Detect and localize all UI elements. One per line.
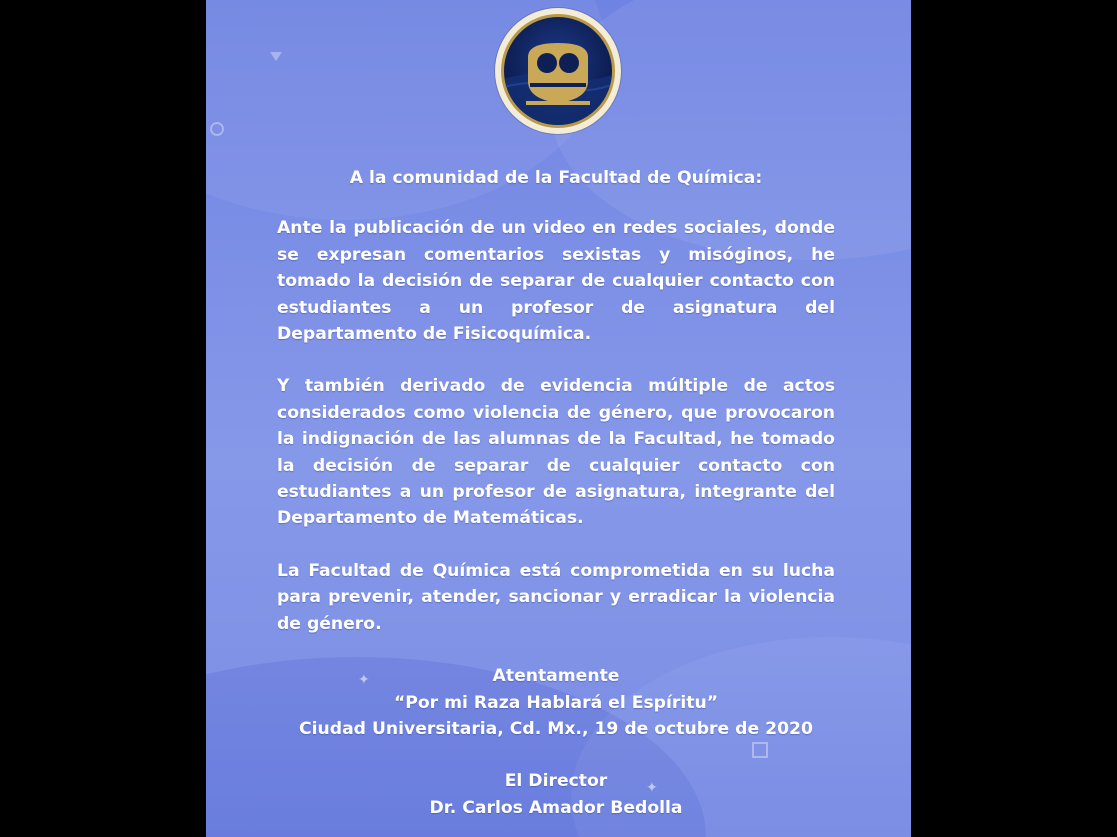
signer-role: El Director (504, 771, 608, 792)
closing (277, 663, 835, 821)
paragraph: La Facultad de Química está comprometida en su lucha para prevenir, atender, sancionar y erradicar la violencia de género. (277, 560, 835, 634)
sparkle-icon: ✦ (358, 672, 370, 688)
closing-place-date: Ciudad Universitaria, Cd. Mx., 19 de octubre de 2020 (299, 718, 813, 739)
paragraph: Y también derivado de evidencia múltiple de actos considerados como violencia de género, que provocaron la indignación de las alumnas de la Facultad, he tomado la decisión de separar de cualquier contacto con estudiantes a un profesor de asignatura, integrante del Departamento de Matemáticas. (277, 376, 835, 529)
faculty-emblem-icon (495, 8, 621, 134)
paragraph: Ante la publicación de un video en redes sociales, donde se expresan comentarios sexistas y misóginos, he tomado la decisión de separar de cualquier contacto con estudiantes a un profesor de asignatura del Departamento de Fisicoquímica. (277, 218, 835, 345)
statement-body (277, 165, 835, 821)
signer-name: Dr. Carlos Amador Bedolla (429, 797, 683, 818)
statement-poster (206, 0, 911, 837)
closing-motto: “Por mi Raza Hablará el Espíritu” (393, 692, 718, 713)
salutation: A la comunidad de la Facultad de Química: (349, 168, 763, 188)
decorative-circle-icon (210, 122, 224, 136)
closing-regards: Atentamente (492, 666, 620, 687)
sparkle-icon: ✦ (646, 780, 658, 796)
decorative-triangle-icon (270, 52, 282, 61)
